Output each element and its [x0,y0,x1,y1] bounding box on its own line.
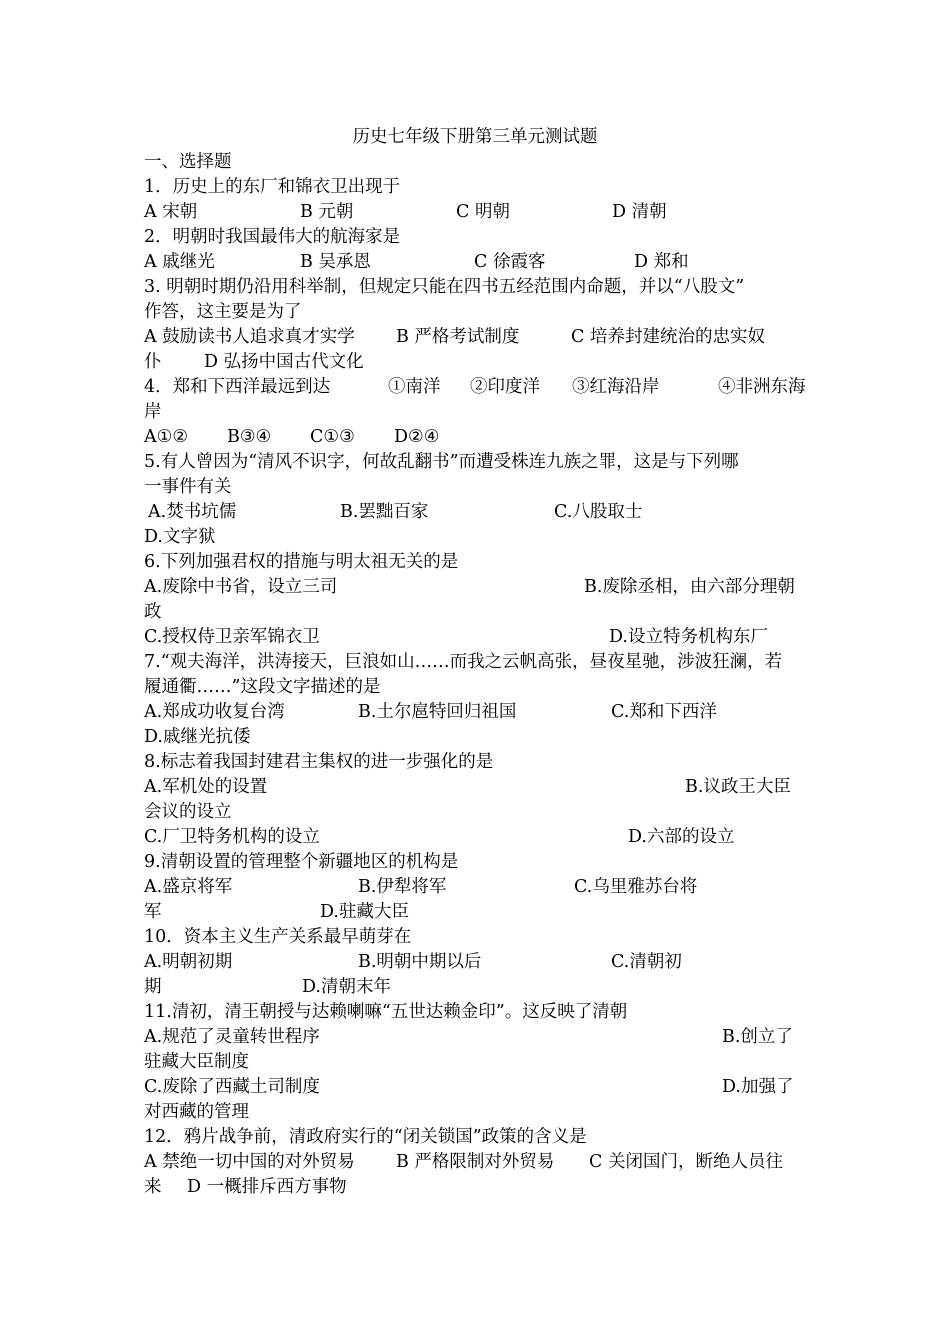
option-b: B 吴承恩 [300,252,371,272]
question-6-option-b-cont: 政 [144,602,162,622]
exam-title: 历史七年级下册第三单元测试题 [352,127,598,147]
option-a: A 鼓励读书人追求真才实学 [144,327,355,347]
option-b: B 元朝 [300,202,354,222]
question-11-option-d-cont: 对西藏的管理 [144,1102,249,1122]
option-c-cont: 期 [144,977,162,997]
option-c: C.厂卫特务机构的设立 [144,827,320,847]
option-b: B.伊犁将军 [358,877,447,897]
question-11-stem: 11.清初，清王朝授与达赖喇嘛“五世达赖金印”。这反映了清朝 [144,1002,628,1022]
option-d: D 弘扬中国古代文化 [204,352,364,372]
question-1-stem: 1．历史上的东厂和锦衣卫出现于 [144,177,401,197]
option-c: C 关闭国门，断绝人员往 [589,1152,783,1172]
option-d: D②④ [394,427,440,447]
option-c: C①③ [310,427,355,447]
option-c: C.乌里雅苏台将 [574,877,698,897]
option-d: D.设立特务机构东厂 [609,627,768,647]
option-a: A 禁绝一切中国的对外贸易 [144,1152,355,1172]
option-c: C 徐霞客 [474,252,546,272]
option-d: D 一概排斥西方事物 [187,1177,347,1197]
option-b: B 严格考试制度 [396,327,520,347]
option-c: C.郑和下西洋 [611,702,717,722]
option-c: C.废除了西藏土司制度 [144,1077,320,1097]
question-3-stem-line2: 作答，这主要是为了 [144,302,302,322]
option-a: A.军机处的设置 [144,777,268,797]
question-8-option-b-cont: 会议的设立 [144,802,232,822]
option-d: D.加强了 [722,1077,794,1097]
option-b: B③④ [227,427,272,447]
section-heading: 一、选择题 [144,152,232,172]
question-7-stem-line1: 7.“观夫海洋，洪涛接天，巨浪如山……而我之云帆高张，昼夜星驰，涉波狂澜，若 [144,652,783,672]
option-a: A①② [144,427,189,447]
option-b: B.罢黜百家 [340,502,429,522]
option-b: B.创立了 [722,1027,793,1047]
option-d: D.清朝末年 [302,977,391,997]
option-c-cont: 仆 [144,352,162,372]
question-10-stem: 10．资本主义生产关系最早萌芽在 [144,927,412,947]
question-8-stem: 8.标志着我国封建君主集权的进一步强化的是 [144,752,494,772]
option-c: C.授权侍卫亲军锦衣卫 [144,627,320,647]
option-c-cont: 来 [144,1177,162,1197]
option-b: B.议政王大臣 [685,777,791,797]
question-5-stem-line1: 5.有人曾因为“清风不识字，何故乱翻书”而遭受株连九族之罪，这是与下列哪 [144,452,739,472]
question-7-stem-line2: 履通衢……”这段文字描述的是 [144,677,381,697]
option-a: A.规范了灵童转世程序 [144,1027,320,1047]
question-5-option-d: D.文字狱 [144,527,216,547]
option-d: D.驻藏大臣 [320,902,409,922]
option-d: D 郑和 [634,252,689,272]
item-4: ④非洲东海 [718,377,806,397]
option-b: B 严格限制对外贸易 [396,1152,555,1172]
stem-text: 4．郑和下西洋最远到达 [144,377,331,397]
option-c: C 培养封建统治的忠实奴 [571,327,765,347]
option-c-cont: 军 [144,902,162,922]
option-a: A.盛京将军 [144,877,233,897]
option-a: A 宋朝 [144,202,198,222]
question-2-stem: 2．明朝时我国最伟大的航海家是 [144,227,401,247]
question-9-stem: 9.清朝设置的管理整个新疆地区的机构是 [144,852,459,872]
option-c: C 明朝 [456,202,510,222]
option-d: D 清朝 [612,202,667,222]
option-a: A.明朝初期 [144,952,233,972]
option-c: C.清朝初 [611,952,682,972]
question-7-option-d: D.戚继光抗倭 [144,727,251,747]
option-a: A.焚书坑儒 [148,502,237,522]
option-d: D.六部的设立 [628,827,735,847]
option-a: A 戚继光 [144,252,215,272]
option-b: B.土尔扈特回归祖国 [358,702,517,722]
question-6-stem: 6.下列加强君权的措施与明太祖无关的是 [144,552,459,572]
item-2: ②印度洋 [470,377,540,397]
option-a: A.郑成功收复台湾 [144,702,285,722]
item-3: ③红海沿岸 [572,377,660,397]
item-1: ①南洋 [388,377,441,397]
question-4-stem-cont: 岸 [144,402,162,422]
option-a: A.废除中书省，设立三司 [144,577,338,597]
question-11-option-b-cont: 驻藏大臣制度 [144,1052,249,1072]
option-b: B.明朝中期以后 [358,952,482,972]
question-12-stem: 12．鸦片战争前，清政府实行的“闭关锁国”政策的含义是 [144,1127,587,1147]
question-3-stem-line1: 3. 明朝时期仍沿用科举制，但规定只能在四书五经范围内命题，并以“八股文” [144,277,745,297]
option-c: C.八股取士 [554,502,643,522]
option-b: B.废除丞相，由六部分理朝 [584,577,795,597]
question-5-stem-line2: 一事件有关 [144,477,232,497]
